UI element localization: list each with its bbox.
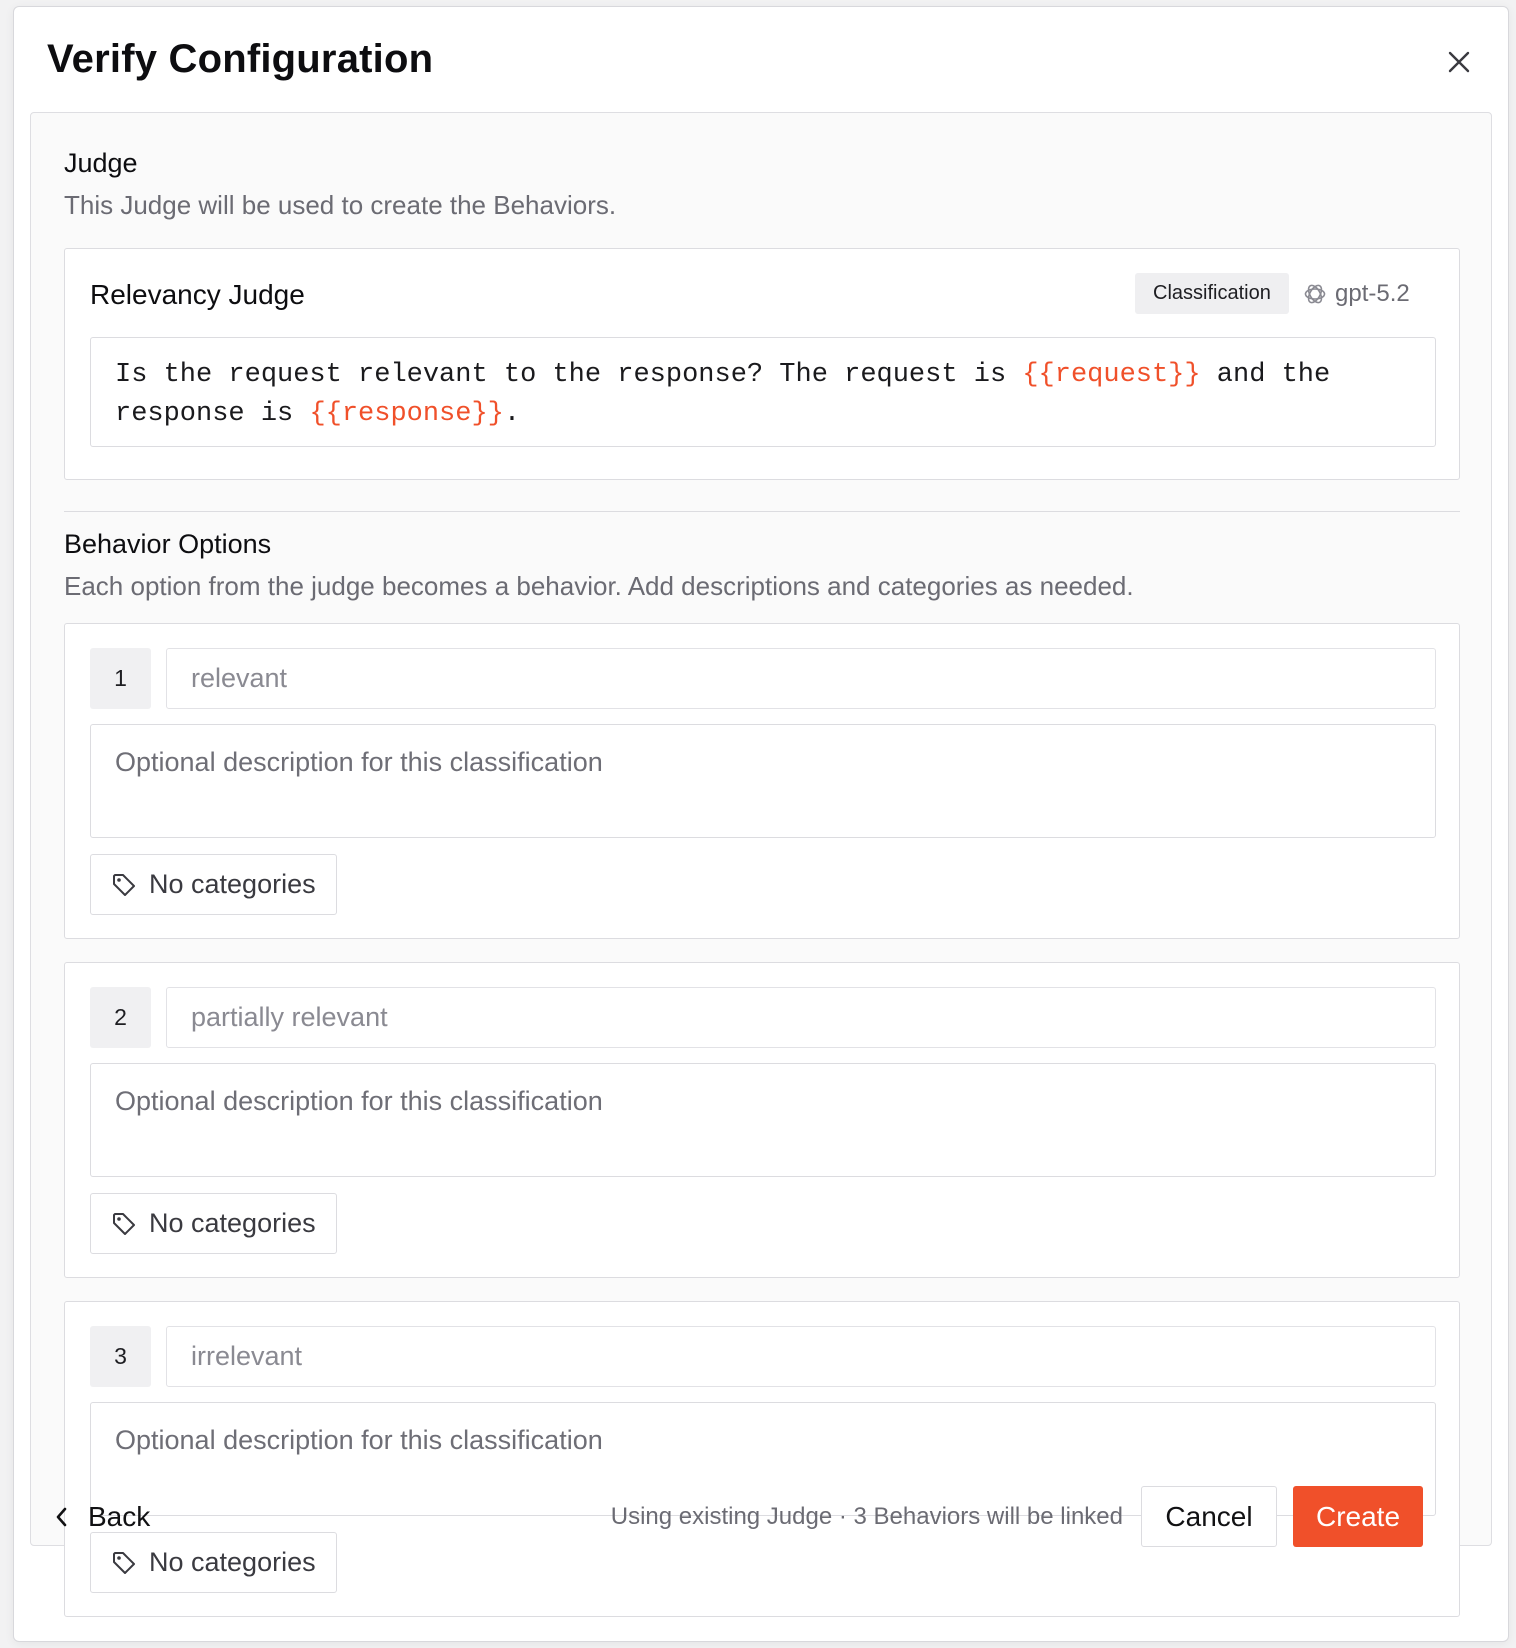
prompt-variable-request: {{request}} [1022, 360, 1201, 390]
option-description-input[interactable] [90, 1063, 1436, 1177]
option-name-input[interactable] [166, 987, 1436, 1048]
prompt-text: . [503, 399, 521, 429]
verify-configuration-dialog [13, 6, 1509, 1642]
option-number: 3 [90, 1326, 151, 1387]
behavior-section-title: Behavior Options [64, 529, 272, 559]
option-description-input[interactable] [90, 724, 1436, 838]
categories-label: No categories [149, 1208, 316, 1238]
back-button[interactable] [54, 1497, 150, 1537]
back-label: Back [88, 1501, 151, 1532]
behavior-section-subtitle: Each option from the judge becomes a behavior. Add descriptions and categories as needed. [64, 571, 1134, 601]
openai-icon [1303, 282, 1327, 306]
categories-label: No categories [149, 869, 316, 899]
option-number: 1 [90, 648, 151, 709]
footer-status-text: Using existing Judge · 3 Behaviors will be linked [610, 1503, 1123, 1530]
judge-section-subtitle: This Judge will be used to create the Behaviors. [64, 190, 617, 220]
behavior-option-card [64, 962, 1460, 1278]
judge-prompt [90, 337, 1436, 447]
cancel-button[interactable]: Cancel [1141, 1486, 1277, 1547]
judge-name: Relevancy Judge [90, 279, 305, 310]
categories-button[interactable] [90, 854, 337, 915]
create-button[interactable]: Create [1293, 1486, 1423, 1547]
judge-type-badge: Classification [1135, 273, 1289, 314]
configuration-scroll-panel[interactable] [30, 112, 1492, 1577]
option-name-input[interactable] [166, 1326, 1436, 1387]
tag-icon [111, 1211, 137, 1237]
option-number: 2 [90, 987, 151, 1048]
judge-card [64, 248, 1460, 480]
section-divider [64, 511, 1460, 512]
tag-icon [111, 1550, 137, 1576]
judge-model-name: gpt-5.2 [1335, 279, 1410, 307]
behavior-option-card [64, 1301, 1460, 1617]
option-name-input[interactable] [166, 648, 1436, 709]
prompt-variable-response: {{response}} [309, 399, 504, 429]
categories-button[interactable] [90, 1532, 337, 1593]
close-icon [1448, 51, 1470, 73]
tag-icon [111, 872, 137, 898]
judge-model [1303, 273, 1410, 314]
close-button[interactable] [1442, 45, 1476, 79]
prompt-text: and the response is [115, 360, 1331, 429]
judge-section-title: Judge [64, 148, 138, 178]
categories-label: No categories [149, 1547, 316, 1577]
behavior-option-card [64, 623, 1460, 939]
dialog-title: Verify Configuration [47, 37, 434, 81]
chevron-left-icon [54, 1506, 70, 1528]
categories-button[interactable] [90, 1193, 337, 1254]
prompt-text: Is the request relevant to the response? The request is [115, 360, 1023, 390]
